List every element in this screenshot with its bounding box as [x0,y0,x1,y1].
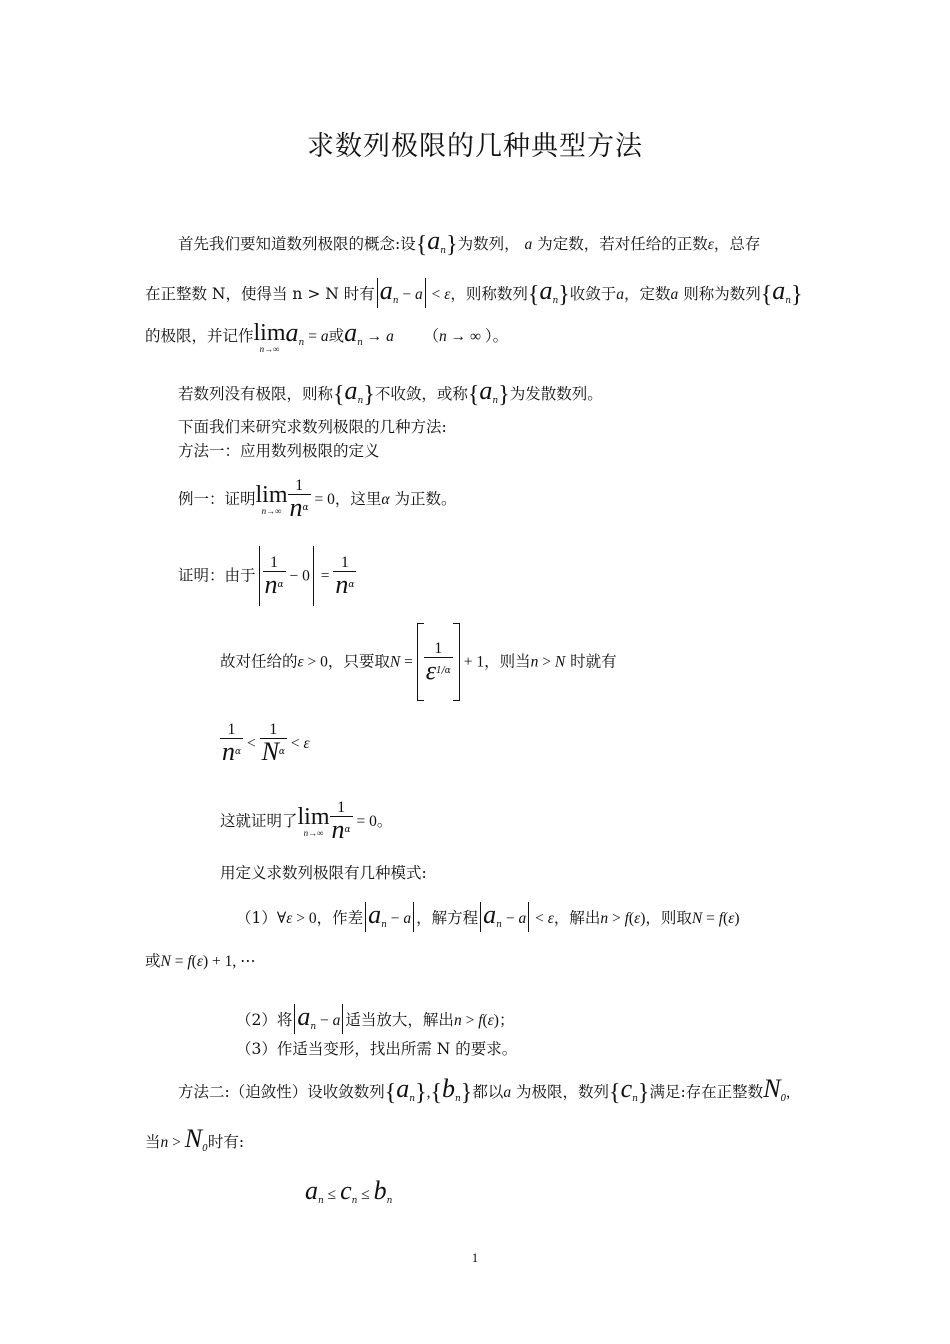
intro-text-1a: 首先我们要知道数列极限的概念:设 [178,235,416,253]
mode2-text-a: （2）将 [236,1011,293,1029]
diverge-text-b: 不收敛，或称 [374,385,468,403]
mode-3: （3）作适当变形，找出所需 N 的要求。 [236,1040,518,1058]
mode1-text-b: ，作差 [316,909,364,927]
modes-title: 用定义求数列极限有几种模式: [220,864,427,882]
proof-line: 证明：由于 $\frac{1}{n^\alpha}$ − 0 = $\frac{1}{n^\alpha}$ [178,546,356,606]
method2-text-d: 满足:存在正整数 [649,1083,764,1101]
example-1-text-c: 为正数。 [394,489,457,508]
proved-text-b: 。 [376,811,393,830]
intro-text-3b: 或 [328,327,345,345]
intro-text-2b: ，则称数列 [450,285,528,303]
intro-text-3a: 的极限，并记作 [145,327,254,345]
example-1-text-b: ，这里 [334,489,382,508]
proved-text-a: 这就证明了 [220,811,298,830]
mode2-text-c: ； [498,1011,515,1029]
intro-text-2d: ，定数 [624,285,671,303]
diverge-text-a: 若数列没有极限，则称 [178,385,334,403]
intro-text-1c: 为定数，若对任给的正数 [537,235,708,253]
intro-text-2e: 则称为数列 [683,285,761,303]
intro-text-2c: 收敛于 [569,285,617,303]
squeeze-inequality: $a_n \le c_n \le b_n$ [305,1176,393,1207]
mode1-cont-text: 或 [145,952,161,970]
proved-line: 这就证明了 lim n→∞ $\frac{1}{n^\alpha}$ = 0。 [220,799,393,844]
method2-text-b: 都以 [472,1083,504,1101]
intro-line-1: 首先我们要知道数列极限的概念:设$\{a_n\}$为数列， a 为定数，若对任给的正数ε，总存 [178,226,761,258]
mode1-text-a: （1） [236,909,277,927]
intro-line-3: 的极限，并记作 lim n→∞ $a_n = a$或$a_n \to a$ （n → ∞ ）。 [145,318,509,354]
diverge-line: 若数列没有极限，则称$\{a_n\}$不收敛，或称$\{a_n\}$为发散数列。 [178,376,603,408]
page-number: 1 [471,1250,479,1265]
intro-line-2: 在正整数 N，使得当 n > N 时有 $a_n - a < \varepsilon$，则称数列$\{a_n\}$收敛于a，定数a 则称为数列$\{a_n\}$ [145,276,803,308]
intro-text-3c: （ [423,327,439,345]
intro-text-1b: 为数列， [457,235,520,253]
method2-text-a: 方法二:（迫敛性）设收敛数列 [178,1083,385,1101]
example-1-text-a: 例一：证明 [178,489,256,508]
mode-1-cont: 或N = f(ε) + 1, ⋯ [145,952,256,970]
proof2-text-b: ，只要取 [327,652,390,671]
mode-2: （2）将 $a_n - a$ 适当放大，解出n > f(ε)； [236,1002,515,1033]
method2-text-c: 为极限，数列 [516,1083,610,1101]
example-1: 例一：证明 lim n→∞ $\frac{1}{n^\alpha}$ = 0，这里α 为正数。 [178,477,457,522]
page-title: 求数列极限的几种典型方法 [307,131,643,162]
mode1-text-c: ，解方程 [416,909,479,927]
method2-when-a: 当 [145,1133,161,1151]
method2-line: 方法二:（迫敛性）设收敛数列$\{a_n\},\{b_n\}$都以a 为极限，数列$\{c_n\}$满足:存在正整数$N_0$, [178,1074,791,1106]
next-line: 下面我们来研究求数列极限的几种方法: [178,418,447,436]
proof-label: 证明：由于 [178,566,256,585]
mode1-text-d: ，解出 [553,909,601,927]
mode-1: （1）∀ε > 0，作差 $a_n - a$ ，解方程 $a_n - a < \varepsilon$，解出n > f(ε)，则取N = f(ε) [236,900,740,931]
intro-text-3d: ）。 [484,327,509,345]
proof2-text-d: 时就有 [570,652,617,671]
method1-title: 方法一：应用数列极限的定义 [178,442,380,460]
intro-text-1d: ，总存 [713,235,761,253]
intro-text-2a: 在正整数 N，使得当 n > N 时有 [145,285,375,303]
proof-line-2: 故对任给的ε > 0，只要取N = $\frac{1}{\varepsilon^{1/\alpha}}$ + 1，则当n > N 时就有 [220,623,617,701]
proof2-text-a: 故对任给的 [220,652,298,671]
method2-when-b: 时有: [207,1133,245,1151]
mode1-text-e: ，则取 [645,909,692,927]
mode2-text-b: 适当放大，解出 [345,1011,454,1029]
method2-when: 当$n > N_0$时有: [145,1124,245,1155]
diverge-text-c: 为发散数列。 [509,385,603,403]
proof2-text-c: ，则当 [484,652,531,671]
inequality-line: $\frac{1}{n^\alpha}$ < $\frac{1}{N^\alpha}$ < ε [222,721,310,766]
